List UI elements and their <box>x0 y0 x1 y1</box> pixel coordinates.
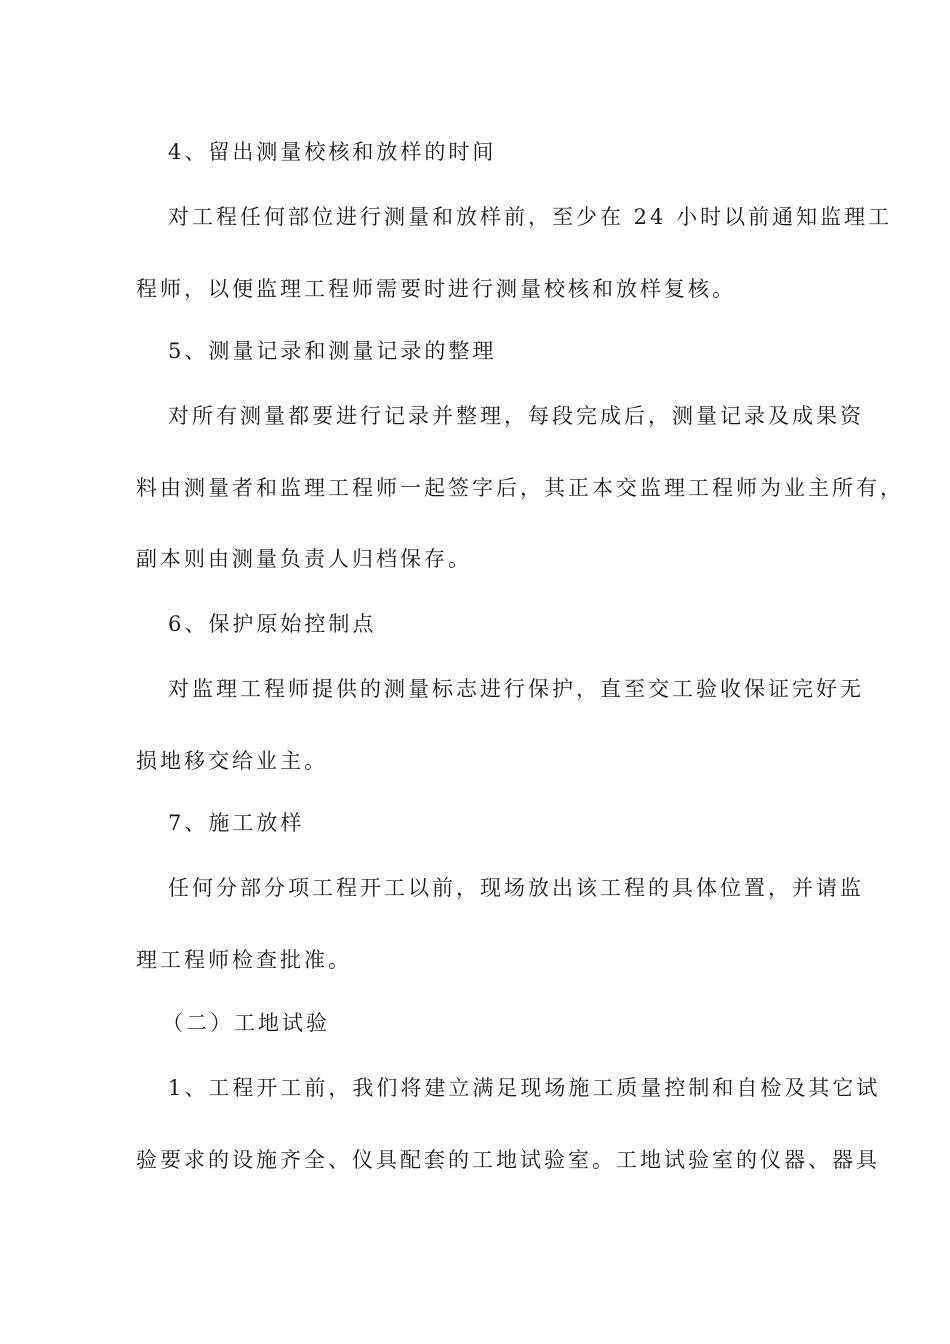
section-heading-5: 5、测量记录和测量记录的整理 <box>168 339 497 363</box>
paragraph-line: 副本则由测量负责人归档保存。 <box>136 547 472 571</box>
paragraph-line: 理工程师检查批准。 <box>136 948 352 972</box>
section-heading-7: 7、施工放样 <box>168 811 305 835</box>
paragraph-line: 程师，以便监理工程师需要时进行测量校核和放样复核。 <box>136 277 736 301</box>
section-heading-6: 6、保护原始控制点 <box>168 612 377 636</box>
paragraph-line: 1、工程开工前，我们将建立满足现场施工质量控制和自检及其它试 <box>168 1076 881 1100</box>
paragraph-line: 料由测量者和监理工程师一起签字后，其正本交监理工程师为业主所有， <box>136 476 904 500</box>
paragraph-line: 任何分部分项工程开工以前，现场放出该工程的具体位置，并请监 <box>168 876 864 900</box>
section-heading-4: 4、留出测量校核和放样的时间 <box>168 140 497 164</box>
paragraph-line: 对工程任何部位进行测量和放样前，至少在 24 小时以前通知监理工 <box>168 205 893 229</box>
paragraph-line: 验要求的设施齐全、仪具配套的工地试验室。工地试验室的仪器、器具 <box>136 1148 880 1172</box>
paragraph-line: 对所有测量都要进行记录并整理，每段完成后，测量记录及成果资 <box>168 404 864 428</box>
paragraph-line: 对监理工程师提供的测量标志进行保护，直至交工验收保证完好无 <box>168 677 864 701</box>
paragraph-line: 损地移交给业主。 <box>136 749 328 773</box>
section-heading-site-test: （二）工地试验 <box>162 1011 330 1035</box>
